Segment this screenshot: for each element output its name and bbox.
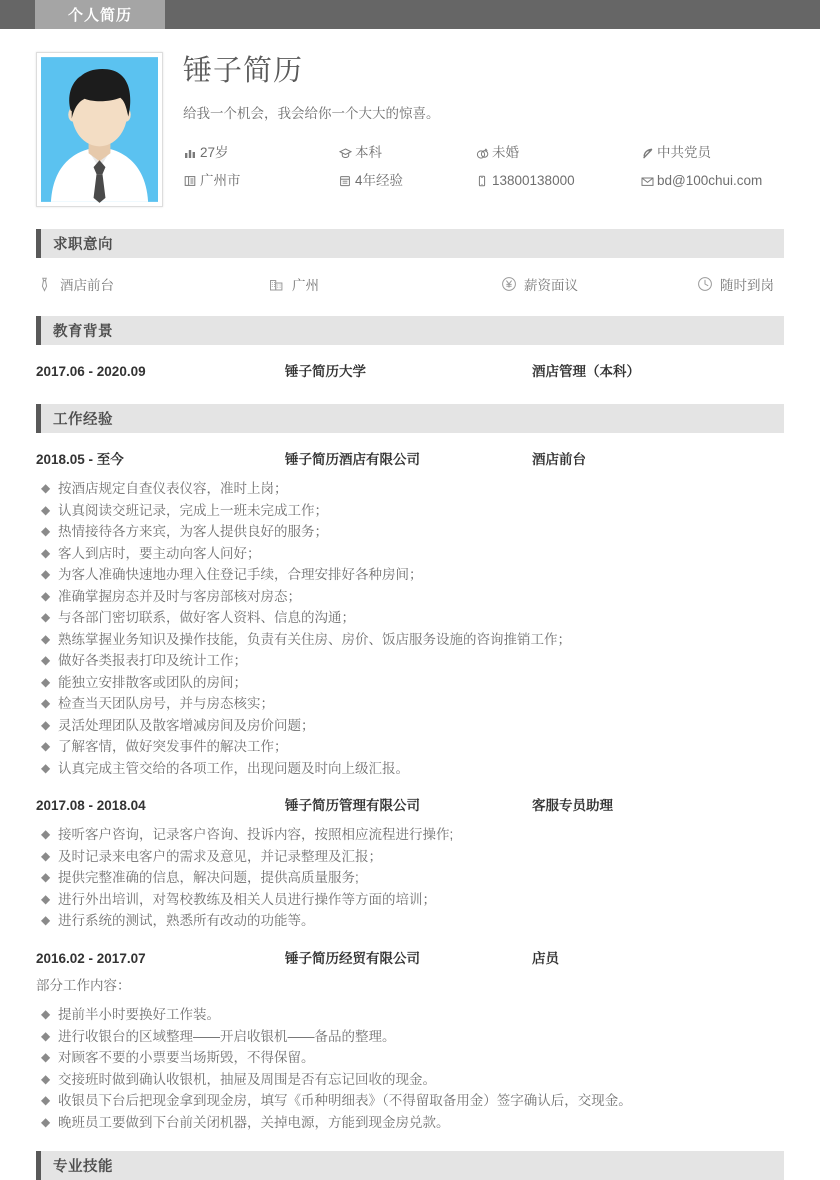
bullet-item bbox=[36, 650, 784, 672]
bullet-marker-icon: ◆ bbox=[41, 631, 51, 646]
bullet-marker-icon: ◆ bbox=[41, 870, 51, 884]
bullet-marker-icon: ◆ bbox=[41, 502, 51, 517]
info-value-city: 广州市 bbox=[200, 173, 241, 188]
bullet-item bbox=[36, 586, 784, 608]
section-header-work bbox=[36, 404, 784, 433]
info-value-email: bd@100chui.com bbox=[657, 173, 763, 188]
bullet-text: 了解客情，做好突发事件的解决工作； bbox=[58, 739, 288, 754]
phone-icon bbox=[475, 174, 489, 188]
page-tab-resume[interactable]: 个人简历 bbox=[35, 0, 165, 29]
profile-info-grid bbox=[183, 144, 783, 190]
bullet-text: 热情接待各方来宾，为客人提供良好的服务； bbox=[58, 524, 328, 539]
bullet-marker-icon: ◆ bbox=[41, 481, 51, 495]
job-intention-row bbox=[36, 258, 784, 306]
bullet-item bbox=[36, 867, 784, 889]
window-title-bar bbox=[0, 0, 820, 29]
bullet-text: 熟练掌握业务知识及操作技能，负责有关住房、房价、饭店服务设施的咨询推销工作； bbox=[58, 631, 571, 647]
bullet-text: 提供完整准确的信息，解决问题，提供高质量服务; bbox=[58, 870, 359, 885]
bullet-marker-icon: ◆ bbox=[41, 1050, 51, 1064]
page-title: 锤子简历 bbox=[183, 55, 304, 87]
job-intention-salary bbox=[500, 274, 696, 294]
section-header-education bbox=[36, 316, 784, 345]
tie-icon bbox=[36, 276, 53, 293]
bullet-text: 及时记录来电客户的需求及意见，并记录整理及汇报； bbox=[58, 848, 382, 864]
graduation-cap-icon bbox=[338, 146, 352, 160]
bullet-item bbox=[36, 629, 784, 651]
work-record-row bbox=[36, 433, 784, 470]
info-value-age: 27岁 bbox=[200, 145, 229, 160]
work-role: 店员 bbox=[532, 950, 559, 966]
section-header-job-intention bbox=[36, 229, 784, 258]
section-title-skills: 专业技能 bbox=[53, 1159, 113, 1175]
section-body-job-intention bbox=[36, 258, 784, 306]
bullet-item bbox=[36, 607, 784, 629]
calendar-icon bbox=[338, 174, 352, 188]
bullet-marker-icon: ◆ bbox=[41, 1114, 51, 1129]
work-role: 客服专员助理 bbox=[532, 798, 613, 813]
bullet-item bbox=[36, 846, 784, 868]
education-school: 锤子简历大学 bbox=[285, 364, 366, 379]
section-header-skills bbox=[36, 1151, 784, 1180]
job-intention-position bbox=[36, 274, 268, 294]
bullet-item bbox=[36, 672, 784, 694]
section-accent-bar bbox=[36, 1151, 41, 1180]
bullet-item bbox=[36, 1069, 784, 1091]
bullet-marker-icon: ◆ bbox=[41, 1028, 51, 1043]
bullet-item bbox=[36, 521, 784, 543]
bullet-item bbox=[36, 824, 784, 846]
job-intention-availability-label: 随时到岗 bbox=[720, 278, 774, 293]
work-company: 锤子简历经贸有限公司 bbox=[285, 950, 420, 966]
bullet-marker-icon: ◆ bbox=[41, 674, 51, 689]
rings-icon bbox=[475, 146, 489, 160]
bullet-item bbox=[36, 543, 784, 565]
bullet-item bbox=[36, 910, 784, 932]
bullet-item bbox=[36, 758, 784, 780]
bullet-item bbox=[36, 564, 784, 586]
info-item-email bbox=[640, 172, 840, 190]
bullet-text: 接听客户咨询，记录客户咨询、投诉内容，按照相应流程进行操作; bbox=[58, 827, 454, 842]
bullet-text: 提前半小时要换好工作装。 bbox=[58, 1007, 220, 1022]
info-item-education bbox=[338, 144, 475, 162]
bullet-marker-icon: ◆ bbox=[41, 827, 51, 841]
education-record-row bbox=[36, 345, 784, 382]
bullet-text: 进行外出培训，对驾校教练及相关人员进行操作等方面的培训； bbox=[58, 891, 436, 907]
work-period: 2018.05 - 至今 bbox=[36, 452, 124, 467]
info-item-city bbox=[183, 172, 338, 190]
bullet-marker-icon: ◆ bbox=[41, 610, 51, 624]
bullet-item bbox=[36, 889, 784, 911]
bullet-text: 对顾客不要的小票要当场斯毁，不得保留。 bbox=[58, 1050, 315, 1065]
bullet-marker-icon: ◆ bbox=[41, 524, 51, 538]
bullet-marker-icon: ◆ bbox=[41, 653, 51, 667]
info-value-marital-status: 未婚 bbox=[492, 145, 519, 160]
job-intention-location-label: 广州 bbox=[292, 278, 319, 293]
clock-icon bbox=[696, 276, 713, 293]
map-location-icon bbox=[183, 174, 197, 188]
bullet-marker-icon: ◆ bbox=[41, 717, 51, 732]
resume-page bbox=[0, 29, 820, 1175]
work-record-row bbox=[36, 779, 784, 816]
bullet-text: 认真完成主管交给的各项工作，出现问题及时向上级汇报。 bbox=[58, 760, 409, 776]
bullet-text: 收银员下台后把现金拿到现金房，填写《币种明细表》（不得留取备用金）签字确认后，交现金。 bbox=[58, 1093, 632, 1108]
info-item-experience bbox=[338, 172, 475, 190]
bullet-marker-icon: ◆ bbox=[41, 760, 51, 775]
work-record bbox=[36, 433, 784, 779]
work-period: 2016.02 - 2017.07 bbox=[36, 950, 146, 966]
info-value-political-status: 中共党员 bbox=[657, 145, 711, 160]
profile-tagline: 给我一个机会，我会给你一个大大的惊喜。 bbox=[183, 106, 440, 121]
bullet-marker-icon: ◆ bbox=[41, 739, 51, 753]
job-intention-salary-label: 薪资面议 bbox=[524, 278, 578, 293]
envelope-icon bbox=[640, 174, 654, 188]
education-period: 2017.06 - 2020.09 bbox=[36, 364, 146, 379]
bullet-text: 准确掌握房态并及时与客房部核对房态； bbox=[58, 588, 301, 604]
work-intro-line: 部分工作内容： bbox=[36, 977, 131, 993]
bullet-item bbox=[36, 500, 784, 522]
job-intention-position-label: 酒店前台 bbox=[60, 278, 114, 293]
bullet-text: 能独立安排散客或团队的房间； bbox=[58, 674, 247, 690]
info-item-political-status bbox=[640, 144, 840, 162]
profile-main bbox=[183, 52, 783, 190]
bullet-item bbox=[36, 1090, 784, 1112]
bullet-marker-icon: ◆ bbox=[41, 696, 51, 710]
bullet-marker-icon: ◆ bbox=[41, 1007, 51, 1021]
bullet-text: 进行系统的测试，熟悉所有改动的功能等。 bbox=[58, 913, 315, 928]
bullet-text: 客人到店时，要主动向客人问好； bbox=[58, 545, 261, 561]
section-accent-bar bbox=[36, 229, 41, 258]
bullet-marker-icon: ◆ bbox=[41, 545, 51, 560]
bullet-item bbox=[36, 693, 784, 715]
hammer-sickle-icon bbox=[640, 146, 654, 160]
chart-bar-icon bbox=[183, 146, 197, 160]
education-major: 酒店管理（本科） bbox=[532, 364, 640, 379]
work-bullet-list bbox=[36, 1004, 784, 1133]
section-title-education: 教育背景 bbox=[53, 324, 113, 340]
avatar-illustration bbox=[41, 57, 158, 202]
work-company: 锤子简历管理有限公司 bbox=[285, 798, 420, 813]
bullet-marker-icon: ◆ bbox=[41, 1093, 51, 1107]
work-company: 锤子简历酒店有限公司 bbox=[285, 452, 420, 467]
section-title-work: 工作经验 bbox=[53, 412, 113, 428]
bullet-marker-icon: ◆ bbox=[41, 913, 51, 927]
building-icon bbox=[268, 276, 285, 293]
info-value-experience: 4年经验 bbox=[355, 173, 404, 188]
work-record bbox=[36, 932, 784, 1134]
bullet-marker-icon: ◆ bbox=[41, 588, 51, 603]
info-value-phone: 13800138000 bbox=[492, 173, 575, 188]
job-intention-availability bbox=[696, 274, 784, 294]
bullet-text: 认真阅读交班记录，完成上一班未完成工作； bbox=[58, 502, 328, 518]
section-body-work bbox=[36, 433, 784, 1133]
job-intention-location bbox=[268, 274, 500, 294]
avatar bbox=[36, 52, 163, 207]
bullet-item bbox=[36, 478, 784, 500]
work-record-row bbox=[36, 932, 784, 969]
bullet-text: 与各部门密切联系，做好客人资料、信息的沟通； bbox=[58, 610, 355, 625]
work-bullet-list bbox=[36, 824, 784, 932]
bullet-marker-icon: ◆ bbox=[41, 567, 51, 581]
info-item-marital-status bbox=[475, 144, 640, 162]
bullet-text: 晚班员工要做到下台前关闭机器，关掉电源，方能到现金房兑款。 bbox=[58, 1114, 450, 1130]
bullet-text: 做好各类报表打印及统计工作； bbox=[58, 653, 247, 668]
yen-icon bbox=[500, 276, 517, 293]
bullet-text: 进行收银台的区域整理——开启收银机——备品的整理。 bbox=[58, 1028, 396, 1044]
bullet-marker-icon: ◆ bbox=[41, 1071, 51, 1086]
section-title-job-intention: 求职意向 bbox=[53, 237, 113, 253]
bullet-text: 检查当天团队房号，并与房态核实； bbox=[58, 696, 274, 711]
work-period: 2017.08 - 2018.04 bbox=[36, 798, 146, 813]
bullet-text: 按酒店规定自查仪表仪容，准时上岗； bbox=[58, 481, 288, 496]
info-item-phone bbox=[475, 172, 640, 190]
bullet-marker-icon: ◆ bbox=[41, 891, 51, 906]
profile-header bbox=[0, 29, 820, 229]
section-body-education bbox=[36, 345, 784, 382]
bullet-item bbox=[36, 1112, 784, 1134]
section-accent-bar bbox=[36, 404, 41, 433]
work-role: 酒店前台 bbox=[532, 452, 586, 467]
bullet-item bbox=[36, 736, 784, 758]
bullet-item bbox=[36, 1047, 784, 1069]
bullet-text: 灵活处理团队及散客增减房间及房价问题； bbox=[58, 717, 315, 733]
work-bullet-list bbox=[36, 478, 784, 779]
bullet-item bbox=[36, 1026, 784, 1048]
bullet-item bbox=[36, 1004, 784, 1026]
info-value-education: 本科 bbox=[355, 145, 382, 160]
bullet-text: 交接班时做到确认收银机，抽屉及周围是否有忘记回收的现金。 bbox=[58, 1071, 436, 1087]
bullet-marker-icon: ◆ bbox=[41, 848, 51, 863]
section-accent-bar bbox=[36, 316, 41, 345]
info-item-age bbox=[183, 144, 338, 162]
bullet-text: 为客人准确快速地办理入住登记手续，合理安排好各种房间； bbox=[58, 567, 423, 582]
bullet-item bbox=[36, 715, 784, 737]
work-record bbox=[36, 779, 784, 932]
